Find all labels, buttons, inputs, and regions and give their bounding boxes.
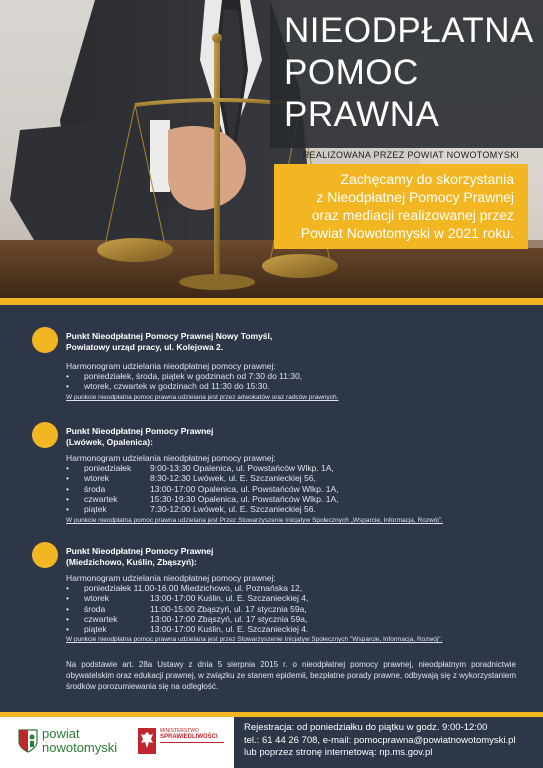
- section-2-title: [66, 426, 506, 448]
- section-2-title-line-2: (Lwówek, Opalenica):: [66, 437, 153, 447]
- section-2-schedule-heading: Harmonogram udzielania nieodpłatnej pomocy prawnej:: [66, 453, 276, 463]
- schedule-row: [66, 593, 526, 603]
- registration-contact[interactable]: tel.: 61 44 26 708, e-mail: pomocprawna@powiatnowotomyski.pl: [244, 734, 516, 746]
- section-3-title-line-1: Punkt Nieodpłatnej Pomocy Prawnej: [66, 546, 214, 556]
- schedule-time: 7:30-12:00 Lwówek, ul. E. Szczanieckiej 56.: [150, 503, 316, 514]
- schedule-day: piątek: [84, 623, 107, 634]
- accent-divider: [0, 298, 543, 305]
- schedule-day: środa: [84, 603, 106, 614]
- schedule-row: [66, 604, 526, 614]
- section-1-schedule-heading: Harmonogram udzielania nieodpłatnej pomocy prawnej:: [66, 361, 276, 371]
- bullet-icon: •: [66, 603, 69, 614]
- section-1-title-line-1: Punkt Nieodpłatnej Pomocy Prawnej Nowy Tomyśl,: [66, 331, 273, 341]
- hero-banner: [0, 0, 543, 298]
- powiat-logo: [18, 727, 133, 759]
- schedule-day: piątek: [84, 503, 107, 514]
- section-1-note: W punkcie nieodpłatna pomoc prawna udzielana jest przez adwokatów oraz radców prawnych.: [66, 394, 339, 401]
- title-line-2: POMOC: [284, 53, 419, 92]
- schedule-row: [66, 473, 526, 483]
- section-3-schedule: [66, 573, 526, 634]
- section-3-title: [66, 546, 506, 568]
- content-panel: [0, 305, 543, 714]
- title-line-3: PRAWNA: [284, 95, 440, 134]
- schedule-day: wtorek, czwartek w godzinach od 11:30 do 15:30.: [84, 381, 270, 392]
- page-title: [284, 10, 539, 136]
- bullet-icon: •: [66, 371, 69, 382]
- registration-info: [234, 717, 543, 768]
- ministry-logo: [138, 726, 230, 760]
- bullet-icon: •: [66, 613, 69, 624]
- county-coat-of-arms-icon: [18, 729, 38, 753]
- ministry-logo-rule: [160, 742, 224, 743]
- section-2-note: W punkcie nieodpłatna pomoc prawna udzielana jest Przez Stowarzyszenie Inicjatyw Społecznych „Wsparcie, Informacja, Rozwój”.: [66, 517, 443, 524]
- schedule-day: poniedziałek: [84, 463, 132, 474]
- section-1-bullet-dot: [32, 327, 58, 353]
- schedule-day: czwartek: [84, 493, 118, 504]
- bullet-icon: •: [66, 623, 69, 634]
- schedule-row: [66, 504, 526, 514]
- schedule-time: 13:00-17:00 Kuślin, ul. E. Szczanieckiej 4,: [150, 593, 309, 604]
- bullet-icon: •: [66, 463, 69, 474]
- footer: [0, 717, 543, 768]
- promo-line-1: Zachęcamy do skorzystania: [340, 171, 514, 187]
- promo-line-4: Powiat Nowotomyski w 2021 roku.: [300, 225, 514, 241]
- schedule-day: poniedziałek 11.00-16.00 Miedzichowo, ul. Poznańska 12,: [84, 583, 303, 594]
- bullet-icon: •: [66, 483, 69, 494]
- legal-footnote: Na podstawie art. 28a Ustawy z dnia 5 sierpnia 2015 r. o nieodpłatnej pomocy prawnej, nieodpłatnym poradnictwie obywatelskim oraz edukacji prawnej, w związku ze stanem epidemii, bezpłatne porady prawne, odbywają się z wykorzystaniem środków porozumiewania się na odległość.: [66, 660, 516, 691]
- schedule-time: 15:30-19:30 Opalenica, ul. Powstańców Wlkp. 1A,: [150, 493, 339, 504]
- schedule-day: poniedziałek, środa, piątek w godzinach od 7:30 do 11:30,: [84, 371, 303, 382]
- schedule-row: [66, 371, 526, 381]
- section-2-title-line-1: Punkt Nieodpłatnej Pomocy Prawnej: [66, 426, 214, 436]
- title-line-1: NIEODPŁATNA: [284, 11, 534, 50]
- promo-line-3: oraz mediacji realizowanej przez: [311, 207, 514, 223]
- bullet-icon: •: [66, 593, 69, 604]
- powiat-logo-line-1: powiat: [42, 726, 80, 741]
- schedule-day: wtorek: [84, 593, 110, 604]
- polish-eagle-icon: [138, 728, 156, 754]
- schedule-time: 8:30-12:30 Lwówek, ul. E. Szczanieckiej 56,: [150, 473, 316, 484]
- page-subtitle: REALIZOWANA PRZEZ POWIAT NOWOTOMYSKI: [302, 150, 520, 160]
- schedule-time: 9:00-13:30 Opalenica, ul. Powstańców Wlkp. 1A,: [150, 463, 334, 474]
- schedule-row: [66, 624, 526, 634]
- bullet-icon: •: [66, 583, 69, 594]
- schedule-time: 11:00-15:00 Zbąszyń, ul. 17 stycznia 59a,: [150, 603, 307, 614]
- schedule-time: 13:00-17:00 Kuślin, ul. E. Szczanieckiej 4.: [150, 623, 309, 634]
- section-3-bullet-dot: [32, 542, 58, 568]
- section-1-title: [66, 331, 506, 353]
- section-3-note: W punkcie nieodpłatna pomoc prawna udzielana jest przez Stowarzyszenie Inicjatyw Społecznych "Wsparcie, Informacja, Rozwój".: [66, 636, 443, 643]
- bullet-icon: •: [66, 503, 69, 514]
- schedule-day: środa: [84, 483, 106, 494]
- schedule-row: [66, 614, 526, 624]
- section-2-schedule: [66, 453, 526, 514]
- ministry-logo-line-2: SPRAWIEDLIWOŚCI: [160, 734, 218, 740]
- section-1-title-line-2: Powiatowy urząd pracy, ul. Kolejowa 2.: [66, 342, 224, 352]
- schedule-row: [66, 381, 526, 391]
- schedule-day: czwartek: [84, 613, 118, 624]
- registration-website[interactable]: lub poprzez stronę internetową: np.ms.gov.pl: [244, 747, 433, 758]
- bullet-icon: •: [66, 381, 69, 392]
- schedule-row: [66, 583, 526, 593]
- schedule-time: 13:00-17:00 Opalenica, ul. Powstańców Wlkp. 1A,: [150, 483, 339, 494]
- schedule-day: wtorek: [84, 473, 110, 484]
- section-2-bullet-dot: [32, 422, 58, 448]
- ministry-logo-line-1: MINISTERSTWO: [160, 728, 199, 734]
- section-3-schedule-heading: Harmonogram udzielania nieodpłatnej pomocy prawnej:: [66, 573, 276, 583]
- registration-hours: Rejestracja: od poniedziałku do piątku w godz. 9:00-12:00: [244, 722, 488, 733]
- schedule-row: [66, 494, 526, 504]
- bullet-icon: •: [66, 473, 69, 484]
- promo-box: [274, 164, 528, 249]
- schedule-time: 13:00-17:00 Zbąszyń, ul. 17 stycznia 59a,: [150, 613, 308, 624]
- schedule-row: [66, 463, 526, 473]
- section-1-schedule: [66, 361, 526, 392]
- schedule-row: [66, 484, 526, 494]
- promo-line-2: z Nieodpłatnej Pomocy Prawnej: [316, 189, 514, 205]
- section-3-title-line-2: (Miedzichowo, Kuślin, Zbąszyń):: [66, 557, 197, 567]
- powiat-logo-line-2: nowotomyski: [42, 740, 118, 755]
- bullet-icon: •: [66, 493, 69, 504]
